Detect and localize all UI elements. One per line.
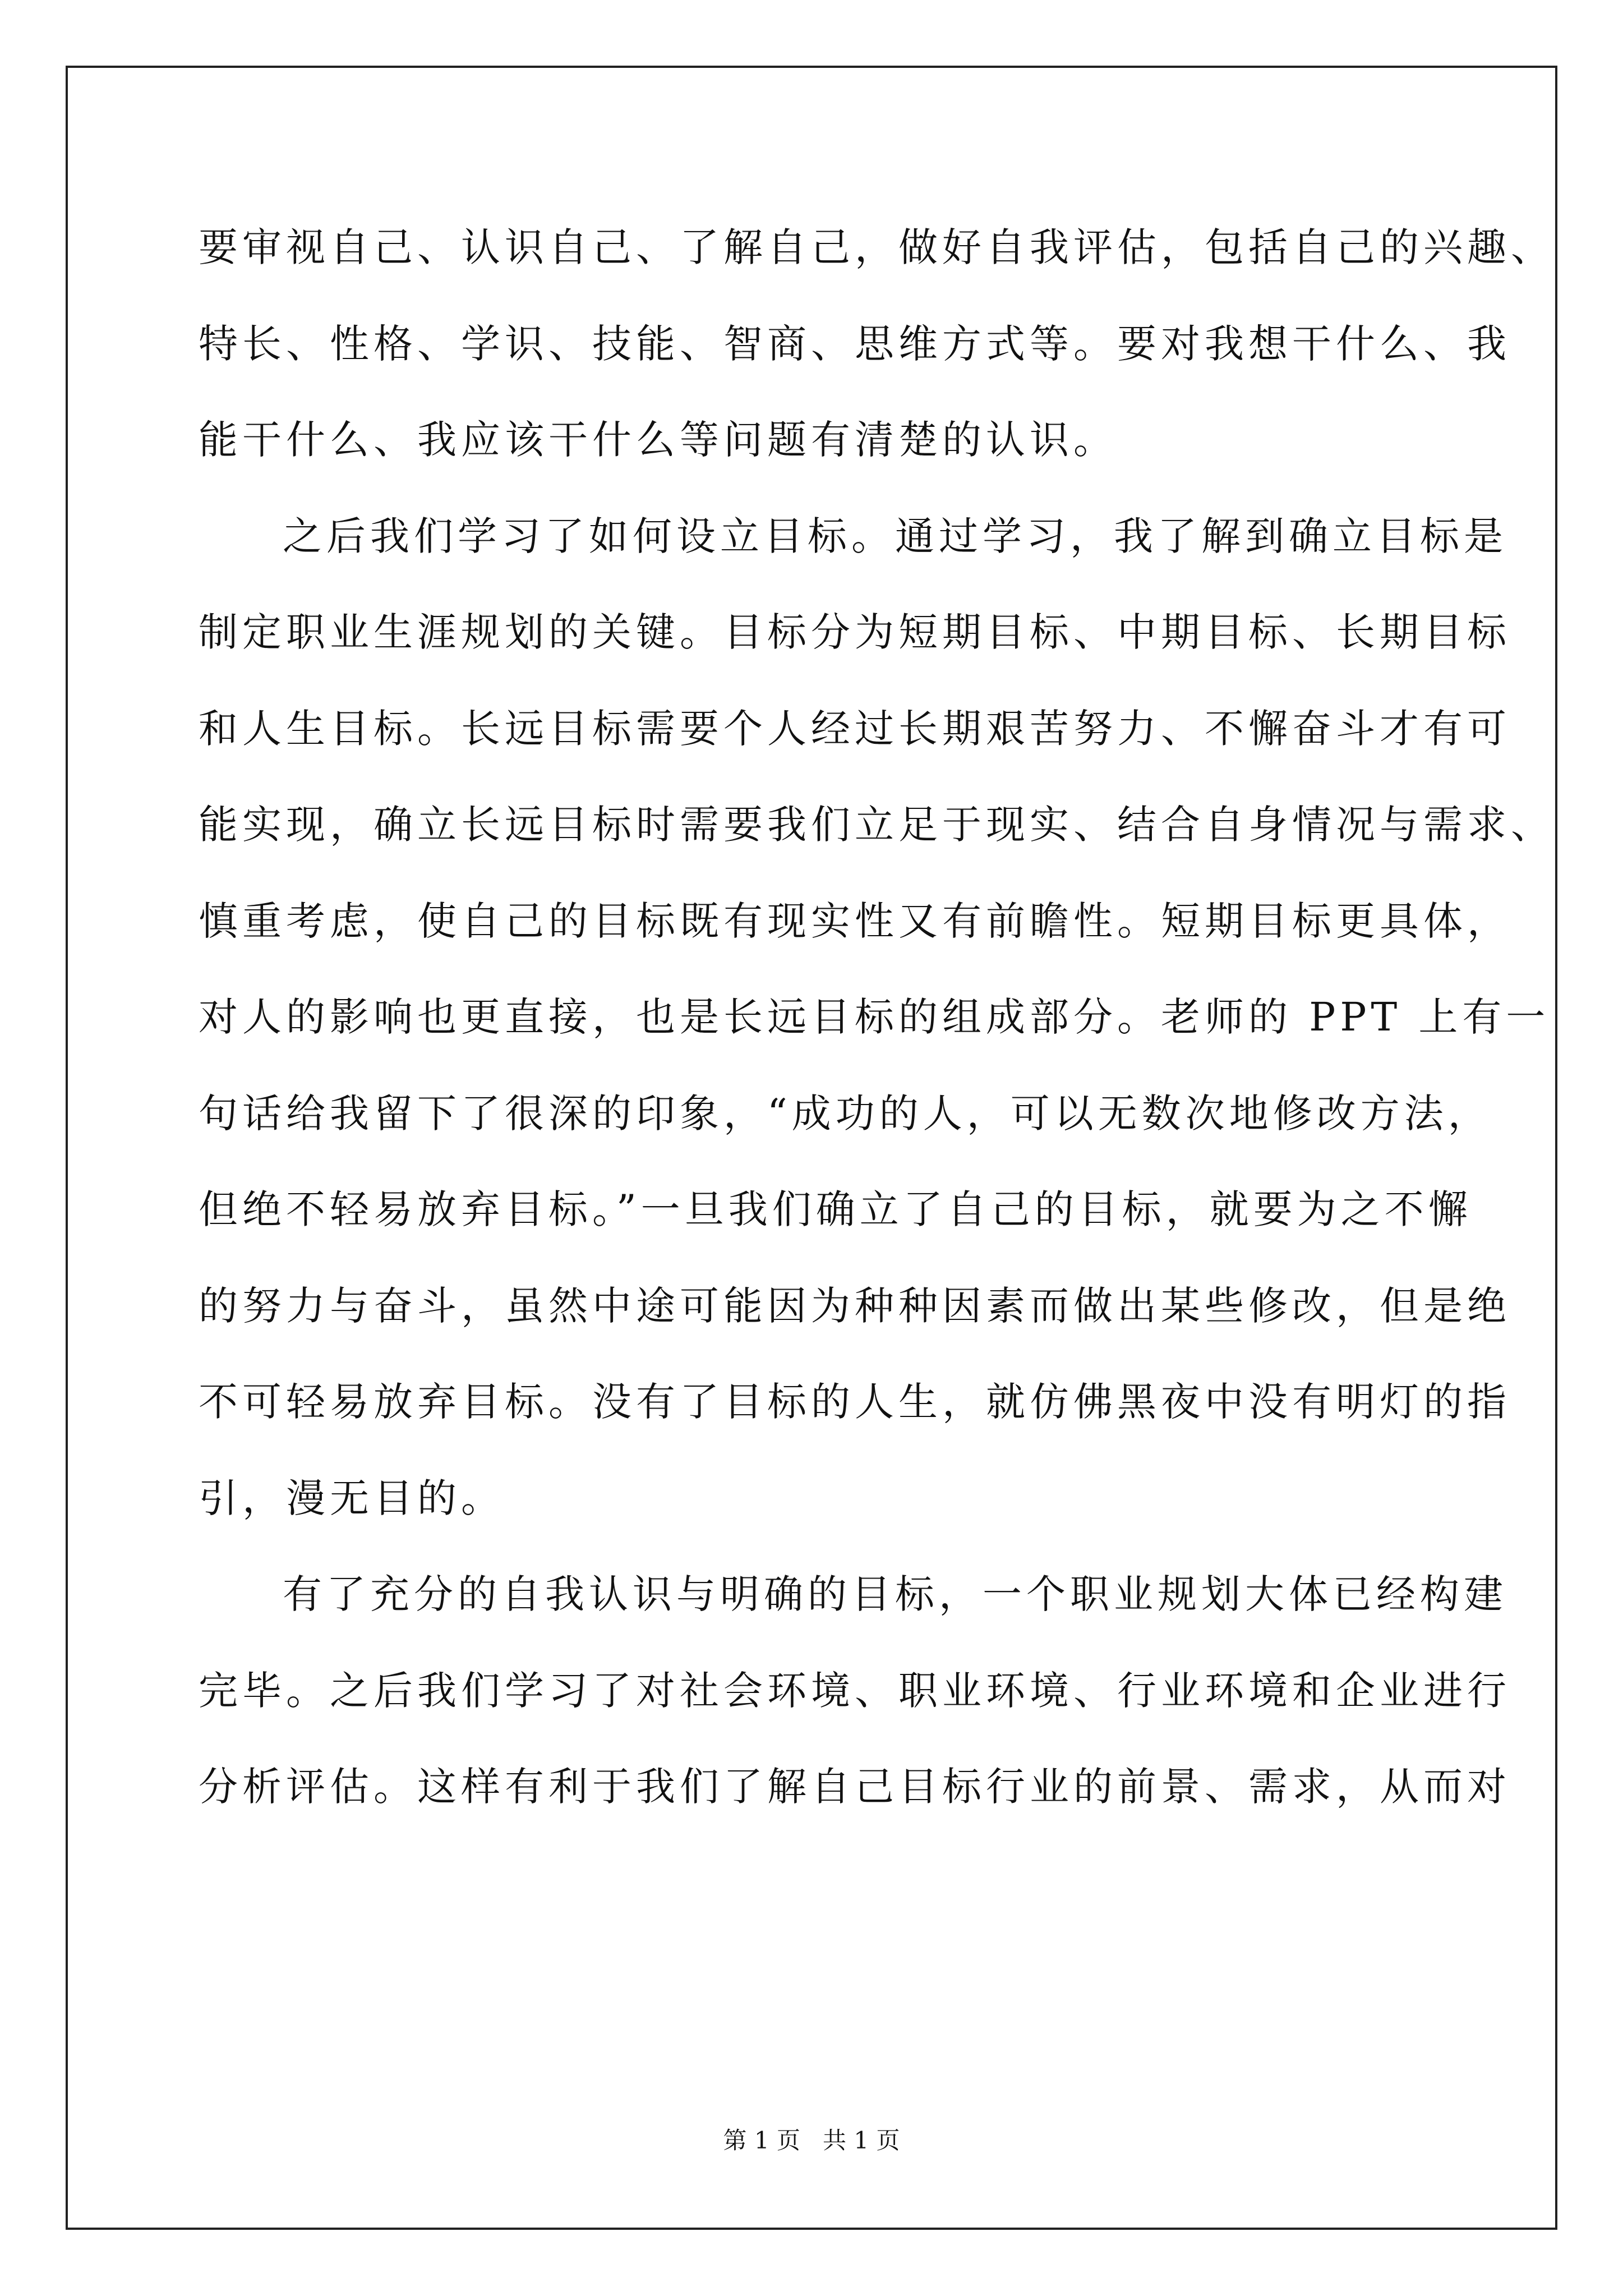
text-line: 有了充分的自我认识与明确的目标，一个职业规划大体已经构建 [283,1571,1507,1617]
text-line: 之后我们学习了如何设立目标。通过学习，我了解到确立目标是 [283,513,1507,559]
text-line: 完毕。之后我们学习了对社会环境、职业环境、行业环境和企业进行 [199,1667,1511,1714]
text-line: 特长、性格、学识、技能、智商、思维方式等。要对我想干什么、我 [199,320,1511,367]
text-line: 对人的影响也更直接，也是长远目标的组成部分。老师的 PPT 上有一 [199,994,1550,1040]
text-line: 不可轻易放弃目标。没有了目标的人生，就仿佛黑夜中没有明灯的指 [199,1379,1511,1425]
text-line: 能实现，确立长远目标时需要我们立足于现实、结合自身情况与需求、 [199,802,1555,848]
text-line: 和人生目标。长远目标需要个人经过长期艰苦努力、不懈奋斗才有可 [199,705,1511,752]
document-body [199,200,1555,1835]
text-line: 分析评估。这样有利于我们了解自己目标行业的前景、需求，从而对 [199,1764,1511,1810]
text-line: 句话给我留下了很深的印象，“成功的人，可以无数次地修改方法， [199,1090,1492,1137]
text-line: 制定职业生涯规划的关键。目标分为短期目标、中期目标、长期目标 [199,609,1511,655]
text-line: 引，漫无目的。 [199,1475,505,1521]
text-line: 能干什么、我应该干什么等问题有清楚的认识。 [199,417,1117,463]
page-number-footer: 第 1 页 共 1 页 [723,2127,900,2154]
text-line: 但绝不轻易放弃目标。”一旦我们确立了自己的目标，就要为之不懈 [199,1186,1472,1232]
text-line: 要审视自己、认识自己、了解自己，做好自我评估，包括自己的兴趣、 [199,224,1555,270]
text-line: 慎重考虑，使自己的目标既有现实性又有前瞻性。短期目标更具体， [199,898,1511,944]
text-line: 的努力与奋斗，虽然中途可能因为种种因素而做出某些修改，但是绝 [199,1282,1511,1329]
